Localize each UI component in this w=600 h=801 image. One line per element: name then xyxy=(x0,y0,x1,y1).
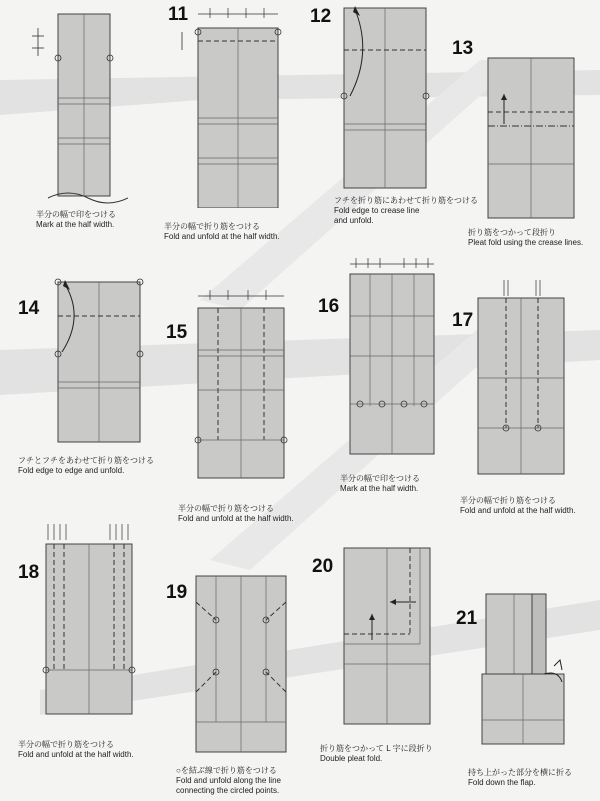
step-16-caption: 半分の幅で印をつける Mark at the half width. xyxy=(340,474,420,493)
step-12-caption: フチを折り筋にあわせて折り筋をつける Fold edge to crease line and unfold. xyxy=(334,196,478,225)
step-17-caption: 半分の幅で折り筋をつける Fold and unfold at the half width. xyxy=(460,496,576,515)
step-14-number: 14 xyxy=(18,298,40,319)
step-21-number: 21 xyxy=(456,608,478,629)
step-11-diagram xyxy=(168,8,288,208)
step-20-number: 20 xyxy=(312,556,334,577)
step-11-number: 11 xyxy=(168,4,189,25)
step-18-number: 18 xyxy=(18,562,40,583)
step-21-caption: 持ち上がった部分を横に折る Fold down the flap. xyxy=(468,768,572,787)
step-15-number: 15 xyxy=(166,322,188,343)
step-19-diagram xyxy=(186,572,296,762)
step-11-caption: 半分の幅で折り筋をつける Fold and unfold at the half width. xyxy=(164,222,280,241)
step-16-diagram xyxy=(344,256,444,456)
step-14-caption: フチとフチをあわせて折り筋をつける Fold edge to edge and unfold. xyxy=(18,456,154,475)
step-12-number: 12 xyxy=(310,6,332,27)
step-17-diagram xyxy=(474,278,574,478)
step-17-number: 17 xyxy=(452,310,474,331)
step-16-number: 16 xyxy=(318,296,340,317)
step-10-diagram xyxy=(28,8,128,208)
step-12-diagram xyxy=(322,4,432,194)
step-20-caption: 折り筋をつかって L 字に段折り Double pleat fold. xyxy=(320,744,433,763)
step-19-caption: ○を結ぶ線で折り筋をつける Fold and unfold along the line connecting the circled points. xyxy=(176,766,281,795)
step-20-diagram xyxy=(340,544,440,734)
step-21-diagram xyxy=(478,590,578,760)
step-10-caption: 半分の幅で印をつける Mark at the half width. xyxy=(36,210,116,229)
step-14-diagram xyxy=(52,278,152,448)
step-18-diagram xyxy=(42,520,142,720)
step-13-diagram xyxy=(484,54,584,224)
step-18-caption: 半分の幅で折り筋をつける Fold and unfold at the half width. xyxy=(18,740,134,759)
step-13-caption: 折り筋をつかって段折り Pleat fold using the crease lines. xyxy=(468,228,584,247)
step-15-caption: 半分の幅で折り筋をつける Fold and unfold at the half width. xyxy=(178,504,294,523)
step-13-number: 13 xyxy=(452,38,474,59)
step-15-diagram xyxy=(188,290,298,490)
step-19-number: 19 xyxy=(166,582,188,603)
